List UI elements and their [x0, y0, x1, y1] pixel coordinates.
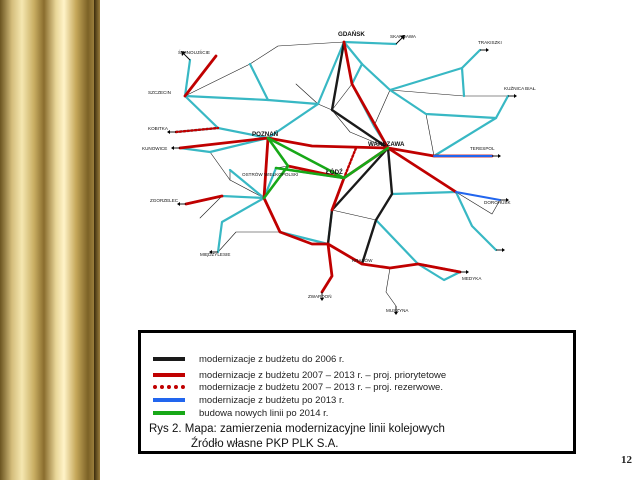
rail-segment	[462, 68, 464, 96]
rail-segment	[322, 244, 332, 292]
legend-item-red-dotted	[153, 381, 443, 393]
rail-segment	[186, 196, 222, 204]
page-number: 12	[621, 454, 632, 466]
legend-item-green	[153, 407, 328, 419]
network-lines	[176, 42, 508, 280]
legend-label: modernizacje z budżetu 2007 – 2013 r. – proj. priorytetowe	[199, 369, 447, 381]
border-arrow-head	[171, 146, 174, 150]
rail-segment	[318, 42, 344, 104]
rail-segment	[362, 148, 392, 264]
legend-swatch-red	[153, 373, 185, 377]
rail-segment	[328, 210, 332, 244]
rail-segment	[332, 148, 388, 210]
rail-segment	[392, 192, 456, 194]
rail-segment	[344, 42, 396, 44]
rail-segment	[296, 84, 318, 104]
rail-segment	[332, 178, 344, 210]
rail-segment	[218, 232, 280, 252]
rail-segment	[250, 64, 268, 100]
rail-segment	[386, 268, 396, 306]
station-label: ZWARDOŃ	[308, 294, 332, 299]
rail-segment	[176, 128, 218, 132]
legend-swatch-black	[153, 357, 185, 361]
rail-segment	[264, 198, 328, 244]
figure-source: Źródło własne PKP PLK S.A.	[191, 438, 339, 450]
station-label: KRAKÓW	[352, 258, 373, 263]
station-label: ŚWINOUJŚCIE	[178, 50, 210, 55]
station-label: SKANDAWA	[390, 34, 416, 39]
rail-segment	[376, 220, 418, 264]
legend-label: modernizacje z budżetu do 2006 r.	[199, 353, 345, 365]
station-label: OSTRÓW WIELKOPOLSKI	[242, 172, 299, 177]
station-label: KUNOWICE	[142, 146, 168, 151]
station-label: MEDYKA	[462, 276, 482, 281]
rail-segment	[390, 90, 508, 96]
station-label: GDAŃSK	[338, 31, 365, 38]
station-label: ZGORZELEC	[150, 198, 179, 203]
rail-segment	[185, 96, 318, 104]
station-label: MIĘDZYLESIE	[200, 252, 231, 257]
railway-map	[100, 0, 640, 320]
station-label: WARSZAWA	[368, 141, 405, 148]
legend-swatch-red-dotted	[153, 385, 185, 389]
station-label: ŁÓDŹ	[326, 169, 343, 176]
legend-label: budowa nowych linii po 2014 r.	[199, 407, 329, 419]
station-label: KUŹNICA BIAŁ.	[504, 86, 537, 91]
rail-segment	[344, 42, 480, 90]
border-arrow-head	[514, 94, 517, 98]
station-label: KOBITKA	[148, 126, 168, 131]
legend-label: modernizacje z budżetu po 2013 r.	[199, 394, 345, 406]
station-label: SZCZECIN	[148, 90, 171, 95]
legend-label: modernizacje z budżetu 2007 – 2013 r. – proj. rezerwowe.	[199, 381, 443, 393]
legend-item-blue	[153, 394, 344, 406]
station-label: TERESPOL	[470, 146, 495, 151]
legend-swatch-blue	[153, 398, 185, 402]
decorative-gold-sidebar	[0, 0, 100, 480]
legend-box	[138, 330, 576, 454]
station-label: TRAKISZKI	[478, 40, 502, 45]
border-arrow-head	[486, 48, 489, 52]
rail-segment	[426, 114, 434, 156]
rail-segment	[390, 90, 508, 118]
station-label: DOROHUSK	[484, 200, 511, 205]
figure-caption: Rys 2. Mapa: zamierzenia modernizacyjne linii kolejowych	[149, 423, 445, 435]
border-arrow-head	[466, 270, 469, 274]
legend-swatch-green	[153, 411, 185, 415]
border-arrow-head	[502, 248, 505, 252]
rail-segment	[374, 90, 390, 126]
legend-item-black	[153, 353, 344, 365]
border-arrow-head	[498, 154, 501, 158]
station-label: MUSZYNA	[386, 308, 409, 313]
station-label: POZNAŃ	[252, 131, 279, 138]
legend-item-red	[153, 369, 446, 381]
